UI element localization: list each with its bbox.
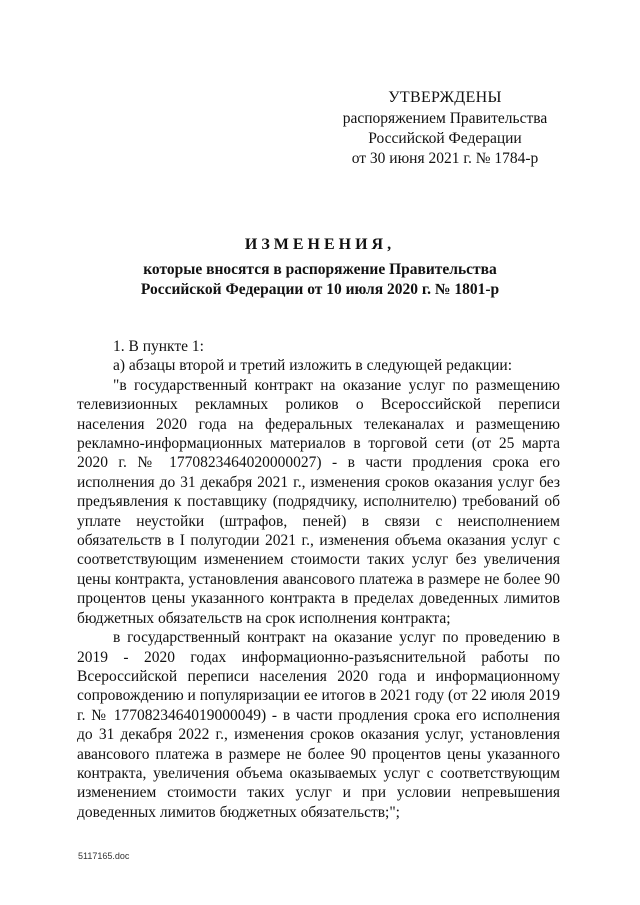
approval-stamp bbox=[330, 88, 560, 169]
document-title: ИЗМЕНЕНИЯ, bbox=[244, 236, 396, 253]
approval-line-2: Российской Федерации bbox=[368, 130, 522, 147]
file-reference: 5117165.doc bbox=[78, 851, 130, 861]
document-body bbox=[77, 337, 560, 822]
paragraph-4: в государственный контракт на оказание услуг по проведению в 2019 - 2020 годах информационно-разъяснительной работы по Всероссийской переписи населения 2020 года и информационному сопровождению и популяризации ее итогов в 2021 году (от 22 июля 2019 г. № 1770823464019000049) - в части продления срока его исполнения до 31 декабря 2022 г., изменения сроков оказания услуг, установления авансового платежа в размере не более 90 процентов цены указанного контракта, увеличения объема оказываемых услуг с соответствующим изменением стоимости таких услуг и при условии непревышения доведенных лимитов бюджетных обязательств;"; bbox=[77, 629, 560, 821]
document-subtitle bbox=[80, 260, 560, 300]
paragraph-3: "в государственный контракт на оказание услуг по размещению телевизионных рекламных роликов о Всероссийской переписи населения 2020 года на федеральных телеканалах и размещению рекламно-информационных материалов в торговой сети (от 25 марта 2020 г. № 1770823464020000027) - в части продления срока его исполнения до 31 декабря 2021 г., изменения сроков оказания услуг без предъявления к поставщику (подрядчику, исполнителю) требований об уплате неустойки (штрафов, пеней) в связи с неисполнением обязательств в I полугодии 2021 г., изменения объема оказания услуг с соответствующим изменением стоимости таких услуг без увеличения цены контракта, установления авансового платежа в размере не более 90 процентов цены указанного контракта в пределах доведенных лимитов бюджетных обязательств на срок исполнения контракта; bbox=[77, 376, 560, 627]
paragraph-1: 1. В пункте 1: bbox=[113, 338, 204, 355]
subtitle-line-2: Российской Федерации от 10 июля 2020 г. № 1801-р bbox=[140, 281, 500, 298]
approval-heading: УТВЕРЖДЕНЫ bbox=[388, 89, 502, 106]
approval-line-3: от 30 июня 2021 г. № 1784-р bbox=[351, 150, 539, 167]
paragraph-2: а) абзацы второй и третий изложить в следующей редакции: bbox=[113, 357, 513, 375]
approval-line-1: распоряжением Правительства bbox=[342, 110, 548, 127]
subtitle-line-1: которые вносятся в распоряжение Правительства bbox=[143, 261, 497, 278]
